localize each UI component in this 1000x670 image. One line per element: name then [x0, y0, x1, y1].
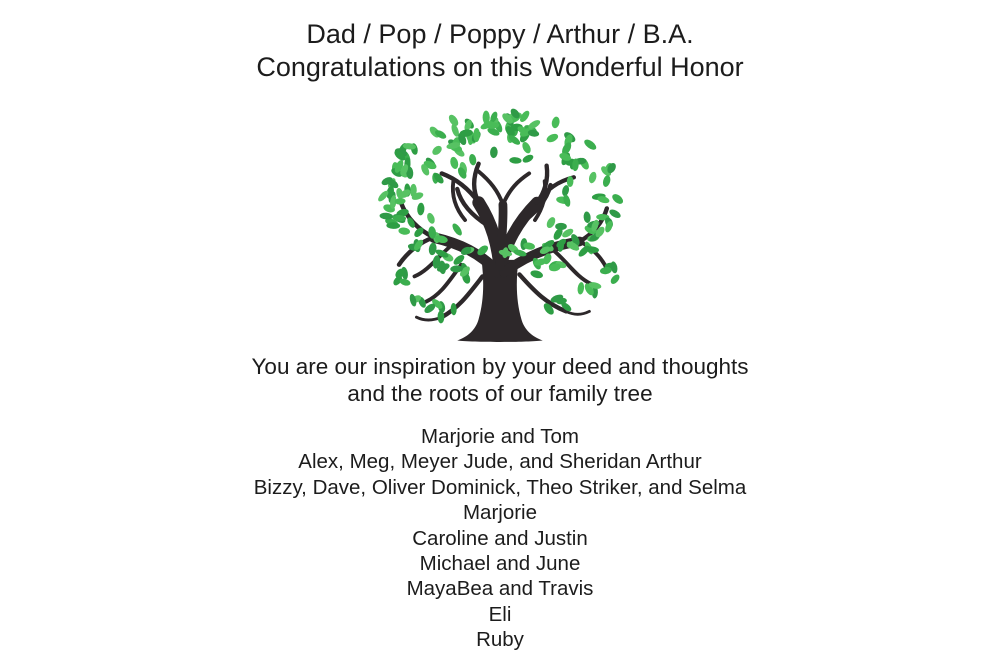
dedication-name-line: Michael and June [419, 552, 581, 576]
dedication-name-line: Ruby [476, 628, 524, 652]
dedication-name-line: Marjorie [462, 501, 538, 525]
dedication-name-line: Alex, Meg, Meyer Jude, and Sheridan Arthur [298, 450, 702, 474]
page-title [0, 0, 1000, 84]
inspiration-message [0, 354, 1000, 407]
title-line-1: Dad / Pop / Poppy / Arthur / B.A. [306, 19, 694, 49]
dedication-names [0, 424, 1000, 653]
message-line-2: and the roots of our family tree [347, 380, 653, 406]
dedication-name-line: Caroline and Justin [412, 526, 588, 550]
title-line-2: Congratulations on this Wonderful Honor [256, 52, 744, 82]
message-line-1: You are our inspiration by your deed and thoughts [251, 354, 749, 379]
dedication-name-line: Bizzy, Dave, Oliver Dominick, Theo Striker, and Selma [253, 475, 747, 499]
family-tree-illustration [0, 96, 1000, 348]
dedication-name-line: Marjorie and Tom [421, 425, 579, 448]
dedication-name-line: MayaBea and Travis [406, 577, 594, 601]
dedication-name-line: Eli [488, 602, 512, 626]
tree-svg [364, 96, 636, 348]
